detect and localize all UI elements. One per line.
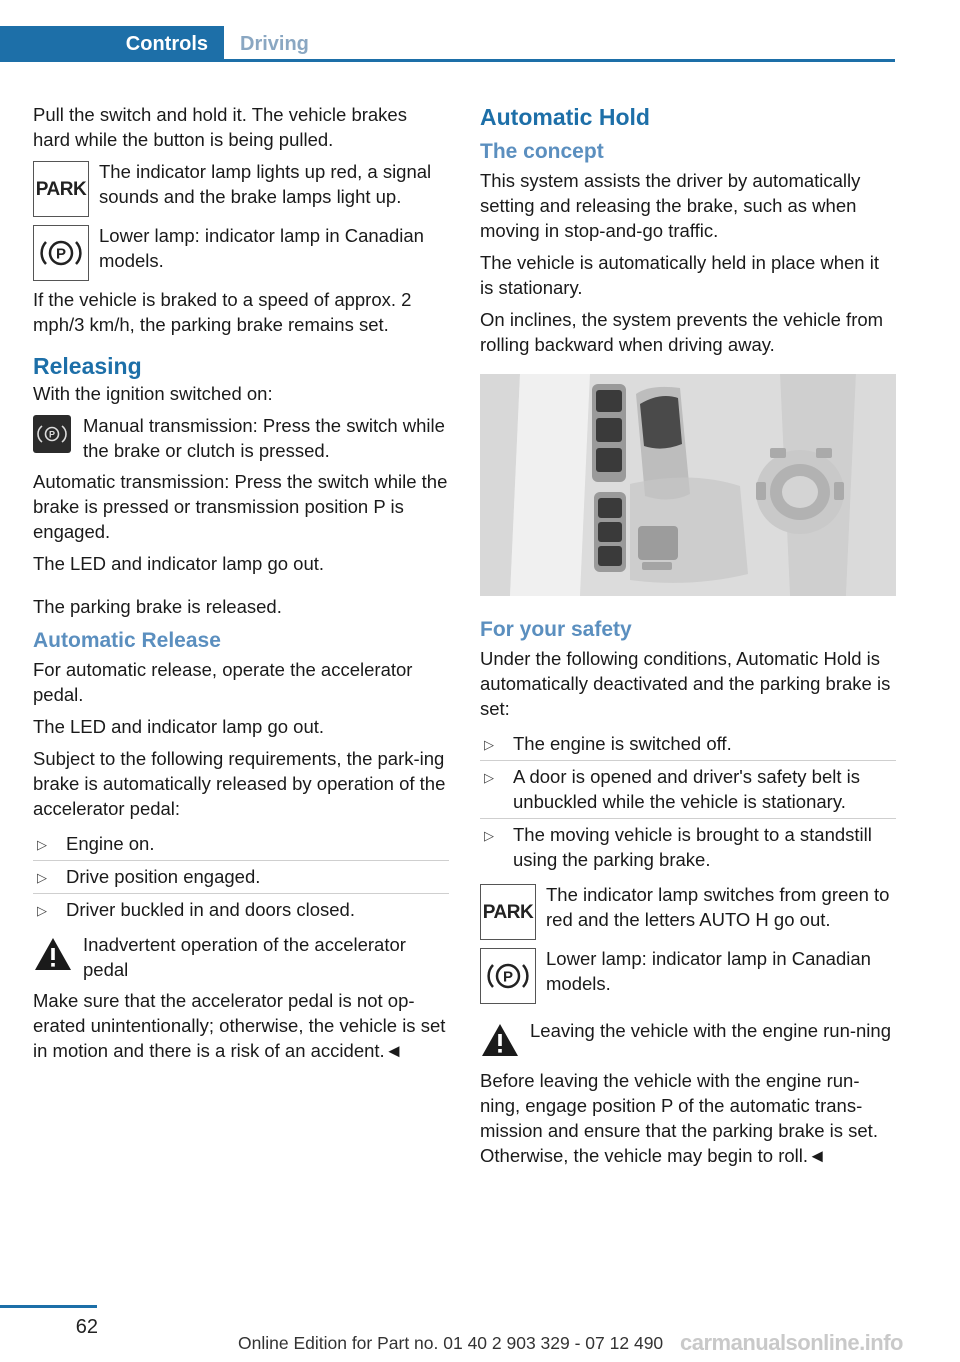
bullet-marker-icon: ▷	[37, 870, 47, 885]
list-item: ▷ Engine on.	[33, 828, 449, 861]
list-item: ▷ A door is opened and driver's safety belt is unbuckled while the vehicle is stationary.	[480, 761, 896, 819]
deactivation-list	[480, 728, 896, 876]
lower-lamp-text: Lower lamp: indicator lamp in Canadian models.	[546, 948, 871, 994]
warning-body: Make sure that the accelerator pedal is not op‐erated unintentionally; otherwise, the vehicle is set in motion and there is a risk of an accident.◄	[33, 990, 446, 1061]
list-item: ▷ Driver buckled in and doors closed.	[33, 894, 449, 926]
paragraph-ignition: With the ignition switched on:	[33, 383, 273, 404]
paragraph-auto-release: For automatic release, operate the accelerator pedal.	[33, 659, 413, 705]
heading-releasing: Releasing	[33, 353, 142, 379]
paragraph-requirements: Subject to the following requirements, the park‐ing brake is automatically released by operation of the accelerator pedal:	[33, 748, 446, 819]
warning-title: Leaving the vehicle with the engine run‐ning	[530, 1020, 891, 1041]
left-column	[33, 102, 449, 1070]
parking-brake-lamp-icon	[33, 225, 89, 281]
list-item: ▷ The engine is switched off.	[480, 728, 896, 761]
svg-text:P: P	[502, 968, 514, 986]
heading-automatic-release: Automatic Release	[33, 629, 221, 652]
right-column	[480, 102, 896, 1175]
paragraph-automatic-transmission: Automatic transmission: Press the switch while the brake is pressed or transmission position P is engaged.	[33, 471, 448, 542]
manual-transmission-row	[33, 413, 449, 463]
paragraph-concept-2: The vehicle is automatically held in place when it is stationary.	[480, 252, 879, 298]
tab-controls[interactable]: Controls	[0, 26, 224, 62]
svg-text:P: P	[48, 429, 56, 440]
park-indicator-icon: PARK	[33, 161, 89, 217]
watermark: carmanualsonline.info	[680, 1330, 903, 1355]
paragraph-brake-released: The parking brake is released.	[33, 596, 282, 617]
warning-body: Before leaving the vehicle with the engine run‐ning, engage position P of the automatic trans‐mission and ensure that the parking brake is set. Otherwise, the vehicle may begin to roll.◄	[480, 1070, 878, 1166]
warning-row	[33, 932, 449, 982]
warning-triangle-icon	[480, 1020, 520, 1060]
manual-transmission-text: Manual transmission: Press the switch while the brake or clutch is pressed.	[83, 415, 445, 461]
park-indicator-icon: PARK	[480, 884, 536, 940]
heading-safety: For your safety	[480, 618, 632, 641]
lower-lamp-row	[33, 223, 449, 281]
page-number: 62	[75, 1316, 98, 1338]
svg-text:P: P	[55, 245, 67, 263]
park-indicator-row	[480, 882, 896, 940]
lower-lamp-row	[480, 946, 896, 1004]
park-indicator-text: The indicator lamp lights up red, a signal sounds and the brake lamps light up.	[99, 161, 432, 207]
bullet-marker-icon: ▷	[484, 770, 494, 785]
paragraph-concept-3: On inclines, the system prevents the vehicle from rolling backward when driving away.	[480, 309, 884, 355]
paragraph-led-out-1: The LED and indicator lamp go out.	[33, 553, 325, 574]
header-rule	[0, 59, 895, 62]
edition-text: Online Edition for Part no. 01 40 2 903 329 - 07 12 490	[238, 1333, 664, 1353]
lower-lamp-text: Lower lamp: indicator lamp in Canadian models.	[99, 225, 424, 271]
park-indicator-text: The indicator lamp switches from green to red and the letters AUTO H go out.	[546, 884, 890, 930]
tab-driving[interactable]: Driving	[240, 33, 309, 55]
bullet-marker-icon: ▷	[484, 737, 494, 752]
warning-triangle-icon	[33, 934, 73, 974]
heading-concept: The concept	[480, 140, 604, 163]
bullet-marker-icon: ▷	[37, 903, 47, 918]
bullet-marker-icon: ▷	[37, 837, 47, 852]
warning-row	[480, 1018, 896, 1062]
paragraph-braked-speed: If the vehicle is braked to a speed of approx. 2 mph/3 km/h, the parking brake remains set.	[33, 289, 412, 335]
paragraph-safety: Under the following conditions, Automatic Hold is automatically deactivated and the parking brake is set:	[480, 648, 891, 719]
list-item: ▷ Drive position engaged.	[33, 861, 449, 894]
footer-rule	[0, 1305, 97, 1308]
heading-automatic-hold: Automatic Hold	[480, 104, 650, 130]
page-header	[0, 26, 895, 62]
park-indicator-row	[33, 159, 449, 217]
parking-brake-switch-icon	[33, 415, 71, 453]
center-console-illustration	[480, 374, 896, 596]
warning-title: Inadvertent operation of the accelerator pedal	[83, 934, 406, 980]
paragraph-pull-switch: Pull the switch and hold it. The vehicle brakes hard while the button is being pulled.	[33, 104, 407, 150]
list-item: ▷ The moving vehicle is brought to a standstill using the parking brake.	[484, 824, 872, 870]
parking-brake-lamp-icon	[480, 948, 536, 1004]
paragraph-led-out-2: The LED and indicator lamp go out.	[33, 716, 325, 737]
requirements-list	[33, 828, 449, 926]
paragraph-concept-1: This system assists the driver by automatically setting and releasing the brake, such as when moving in stop-and-go traffic.	[480, 170, 861, 241]
bullet-marker-icon: ▷	[484, 828, 494, 843]
